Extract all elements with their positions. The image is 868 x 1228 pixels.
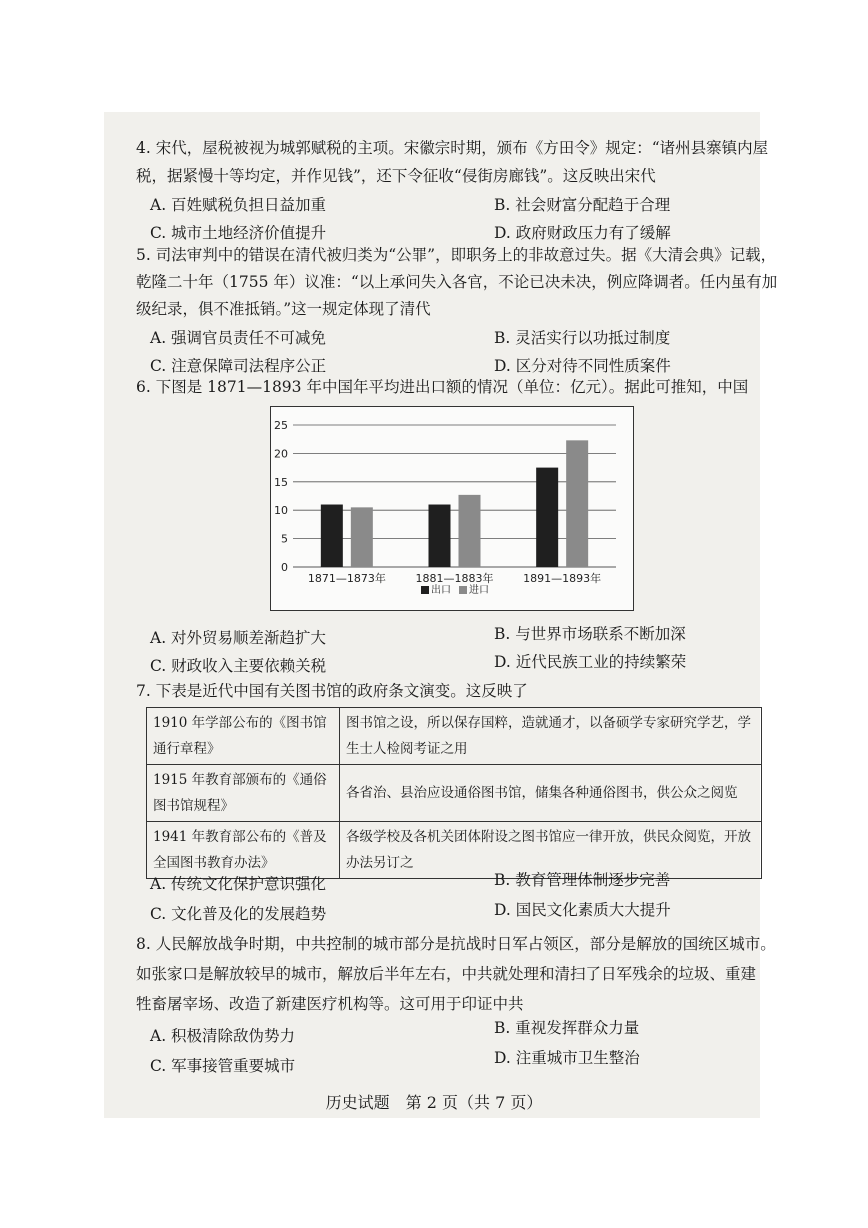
table-row — [147, 708, 762, 765]
x-tick-label: 1871—1873年 — [307, 572, 386, 585]
y-tick-label: 5 — [281, 532, 288, 546]
q5-stem-line2: 乾隆二十年（1755 年）议准：“以上承问失入各官，不论已决未决，例应降调者。任内虽有加 — [136, 273, 778, 291]
q5-option-d: D. 区分对待不同性质案件 — [494, 357, 671, 375]
q8-stem-line3: 牲畜屠宰场、改造了新建医疗机构等。这可用于印证中共 — [136, 995, 524, 1013]
q8-option-d: D. 注重城市卫生整治 — [494, 1049, 640, 1067]
page-footer: 历史试题 第 2 页（共 7 页） — [325, 1093, 543, 1112]
q8-option-b: B. 重视发挥群众力量 — [494, 1019, 640, 1037]
table-cell-regulation: 1910 年学部公布的《图书馆通行章程》 — [147, 708, 340, 765]
table-row — [147, 765, 762, 822]
q8-option-a: A. 积极清除敌伪势力 — [150, 1027, 296, 1045]
x-tick-label: 1891—1893年 — [523, 572, 602, 585]
y-tick-label: 20 — [274, 447, 288, 461]
chart-canvas — [271, 407, 633, 610]
q7-option-b: B. 教育管理体制逐步完善 — [494, 871, 671, 889]
q7-option-c: C. 文化普及化的发展趋势 — [150, 905, 327, 923]
y-tick-label: 0 — [281, 561, 288, 574]
table-cell-content: 各省治、县治应设通俗图书馆，储集各种通俗图书，供公众之阅览 — [340, 765, 762, 822]
bar-import — [566, 440, 588, 567]
y-tick-label: 10 — [274, 504, 288, 518]
q8-stem-line2: 如张家口是解放较早的城市，解放后半年左右，中共就处理和清扫了日军残余的垃圾、重建 — [136, 965, 757, 983]
y-tick-label: 25 — [274, 419, 288, 432]
table-cell-regulation: 1915 年教育部颁布的《通俗图书馆规程》 — [147, 765, 340, 822]
q4-option-d: D. 政府财政压力有了缓解 — [494, 224, 671, 242]
q4-option-c: C. 城市土地经济价值提升 — [150, 224, 327, 242]
bar-import — [351, 507, 373, 567]
legend-swatch — [421, 586, 429, 594]
legend-label: 进口 — [469, 585, 489, 596]
q6-option-b: B. 与世界市场联系不断加深 — [494, 625, 686, 643]
q8-stem-line1: 8. 人民解放战争时期，中共控制的城市部分是抗战时日军占领区，部分是解放的国统区城市。 — [136, 935, 776, 953]
q5-stem-line1: 5. 司法审判中的错误在清代被归类为“公罪”，即职务上的非故意过失。据《大清会典》记载， — [136, 246, 777, 264]
q7-option-a: A. 传统文化保护意识强化 — [150, 875, 327, 893]
q5-option-c: C. 注意保障司法程序公正 — [150, 357, 327, 375]
q6-option-c: C. 财政收入主要依赖关税 — [150, 657, 327, 675]
table-cell-content: 各级学校及各机关团体附设之图书馆应一律开放，供民众阅览，开放办法另订之 — [340, 822, 762, 879]
q4-stem-line2: 税，据紧慢十等均定，并作见钱”，还下令征收“侵街房廊钱”。这反映出宋代 — [136, 167, 656, 185]
legend-swatch — [459, 586, 467, 594]
q6-option-a: A. 对外贸易顺差渐趋扩大 — [150, 629, 327, 647]
q5-option-a: A. 强调官员责任不可减免 — [150, 329, 327, 347]
bar-export — [321, 505, 343, 567]
q4-option-b: B. 社会财富分配趋于合理 — [494, 196, 671, 214]
q6-option-d: D. 近代民族工业的持续繁荣 — [494, 653, 687, 671]
y-tick-label: 15 — [274, 475, 288, 489]
q4-option-a: A. 百姓赋税负担日益加重 — [150, 196, 327, 214]
q6-stem-line1: 6. 下图是 1871—1893 年中国年平均进出口额的情况（单位：亿元）。据此可推知，中国 — [136, 378, 749, 396]
bar-export — [536, 468, 558, 567]
bar-export — [429, 505, 451, 567]
library-regulations-table — [146, 707, 762, 879]
q5-stem-line3: 级纪录，俱不准抵销。”这一规定体现了清代 — [136, 300, 431, 318]
q7-option-d: D. 国民文化素质大大提升 — [494, 901, 671, 919]
q7-stem-line1: 7. 下表是近代中国有关图书馆的政府条文演变。这反映了 — [136, 682, 528, 700]
q8-option-c: C. 军事接管重要城市 — [150, 1057, 296, 1075]
bar-import — [459, 495, 481, 567]
x-tick-label: 1881—1883年 — [415, 572, 494, 585]
q5-option-b: B. 灵活实行以功抵过制度 — [494, 329, 671, 347]
table-cell-content: 图书馆之设，所以保存国粹，造就通才，以备硕学专家研究学艺，学生士人检阅考证之用 — [340, 708, 762, 765]
table-cell-regulation: 1941 年教育部公布的《普及全国图书教育办法》 — [147, 822, 340, 879]
q4-stem-line1: 4. 宋代，屋税被视为城郭赋税的主项。宋徽宗时期，颁布《方田令》规定：“诸州县寨镇内屋 — [136, 139, 769, 157]
trade-bar-chart — [270, 406, 634, 611]
legend-label: 出口 — [431, 585, 451, 596]
